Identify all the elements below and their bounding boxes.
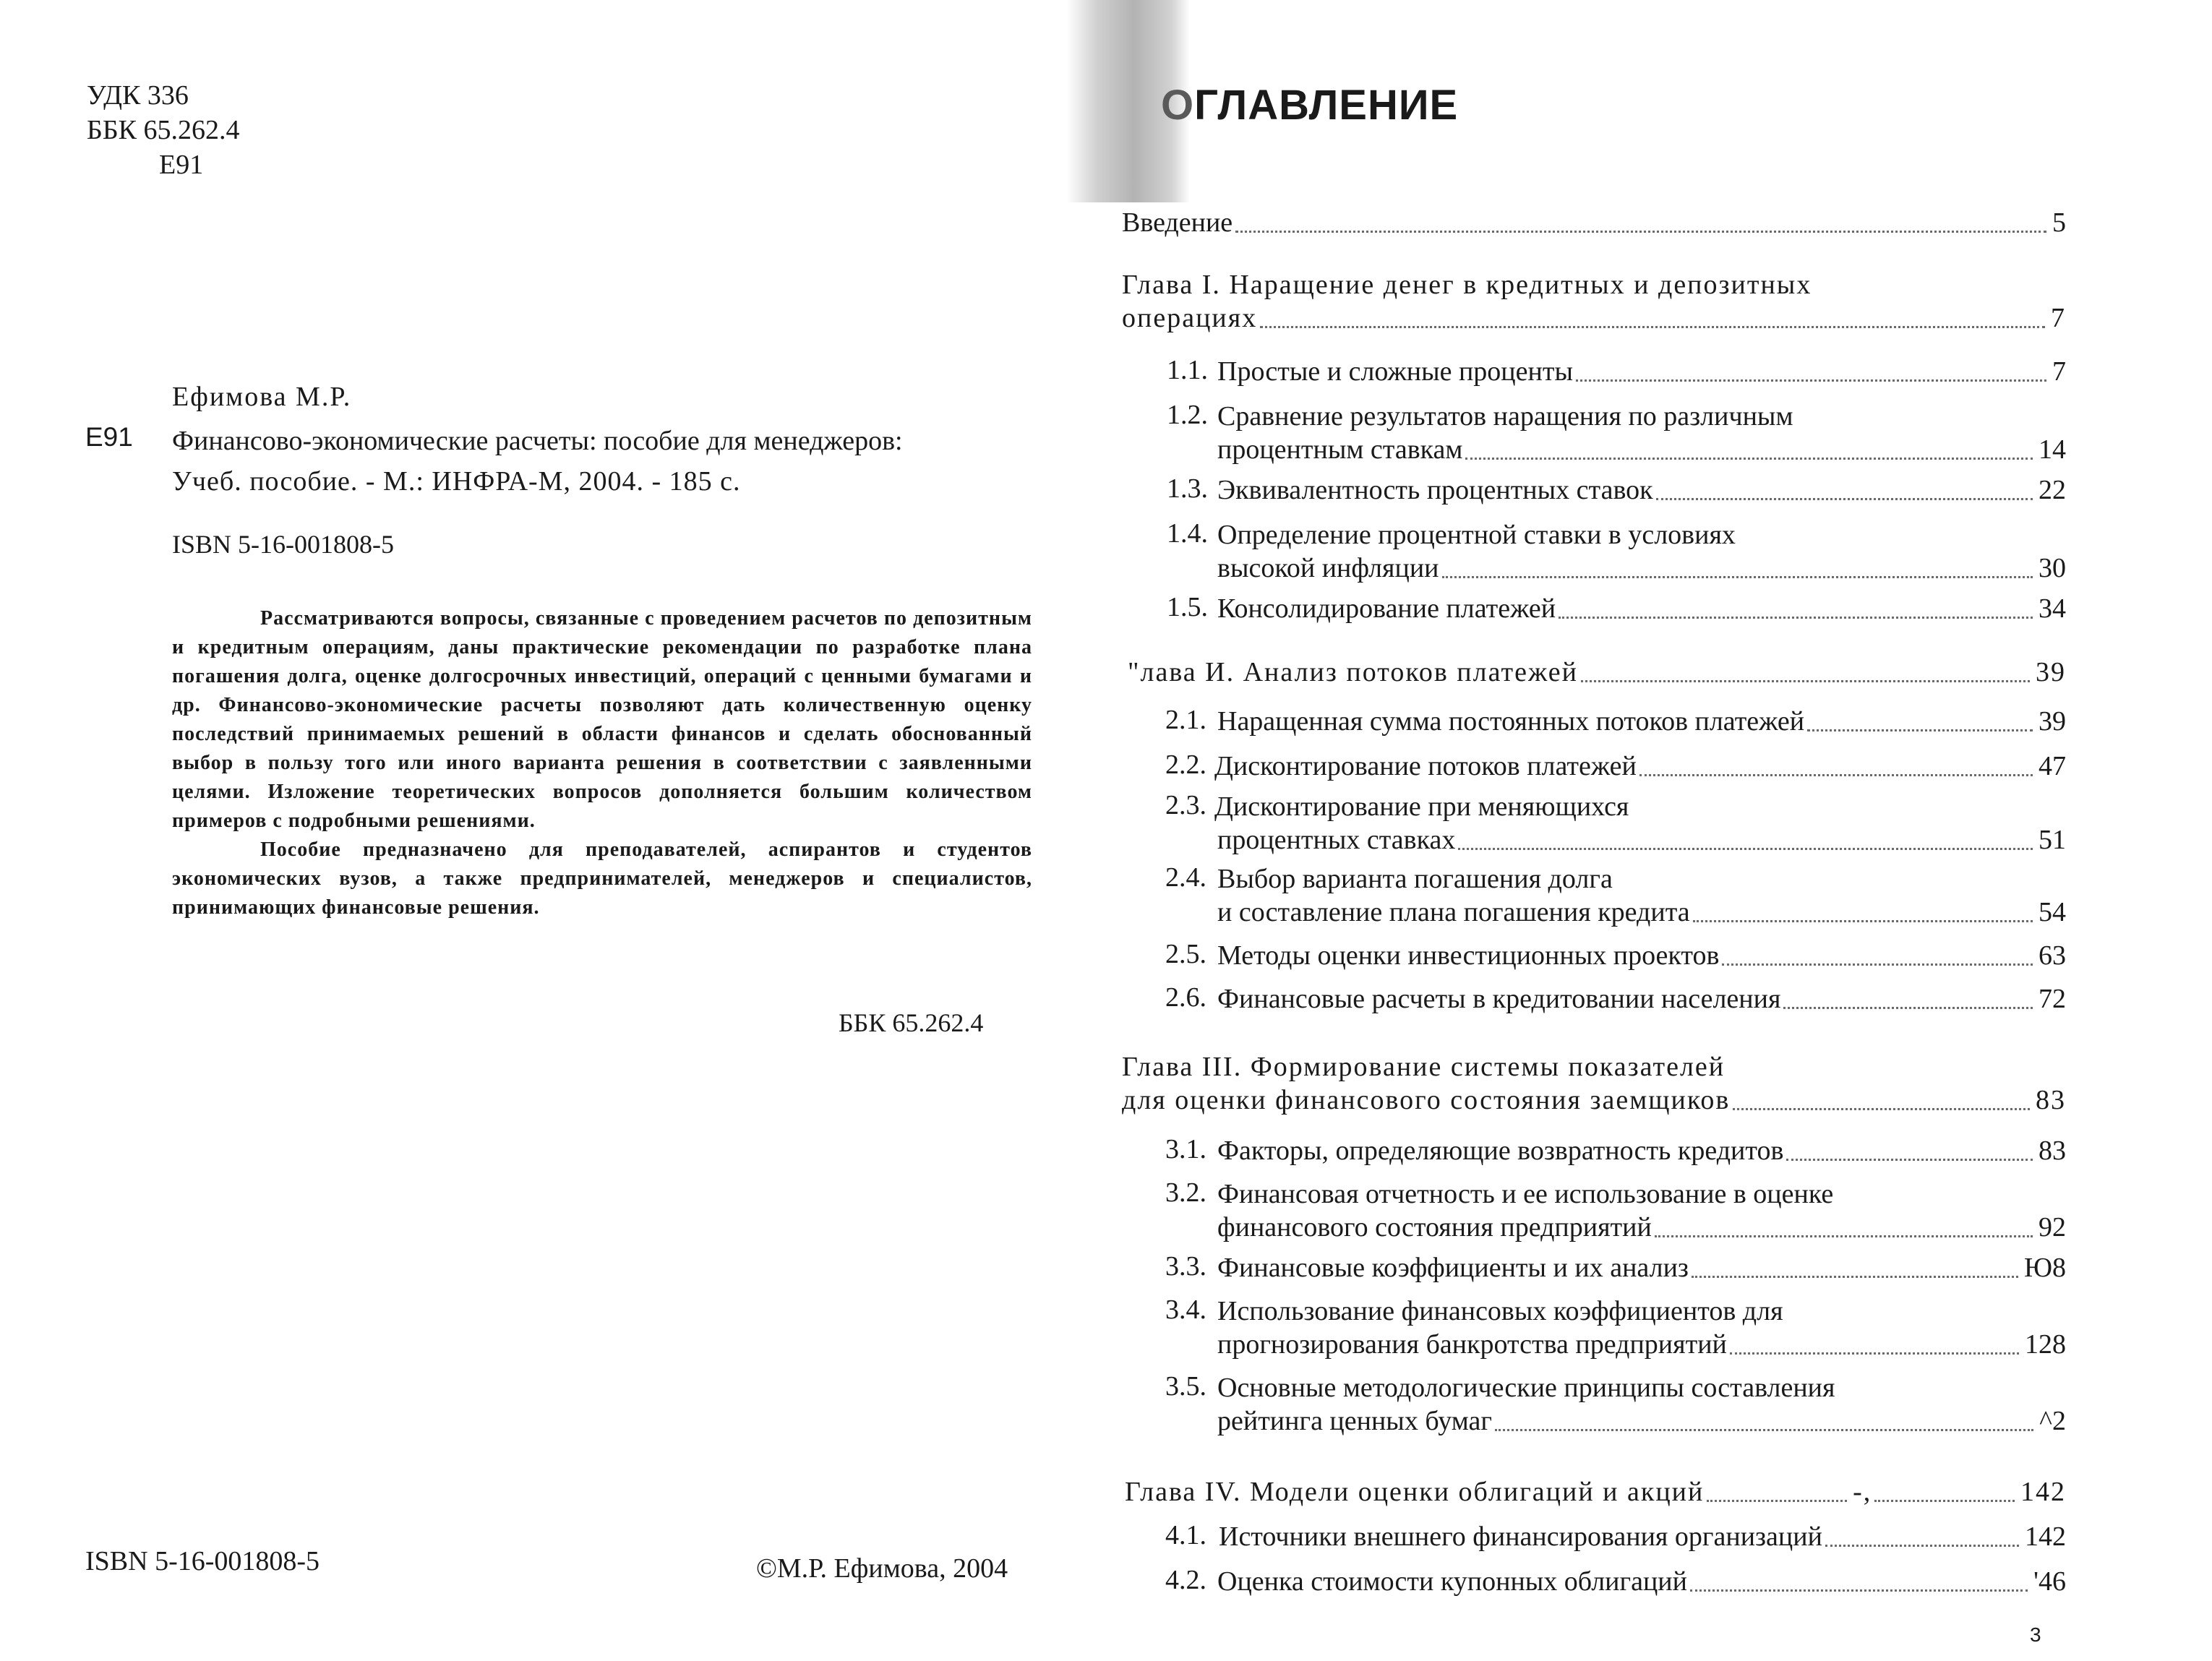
isbn-top: ISBN 5-16-001808-5	[172, 530, 394, 559]
leader-dots	[1730, 1352, 2019, 1355]
toc-entry-text-line2: процентным ставкам	[1217, 434, 1463, 465]
toc-entry-intro	[1122, 205, 2066, 240]
toc-entry-text-line2: процентных ставках	[1217, 825, 1456, 855]
toc-page-number: 83	[2036, 1085, 2066, 1115]
toc-entry-chapter-1	[1122, 267, 2066, 337]
toc-entry-1-2	[1217, 399, 2066, 468]
toc-section-number: 2.5.	[1165, 939, 1206, 969]
toc-page-number: 39	[2039, 706, 2066, 737]
author-code: Е91	[159, 150, 204, 180]
toc-entry-1-3	[1217, 473, 2066, 507]
toc-section-number: 1.3.	[1167, 473, 1208, 504]
toc-entry-text: Использование финансовых коэффициентов для	[1217, 1296, 1783, 1326]
toc-entry-text: Дисконтирование потоков платежей	[1214, 751, 1637, 781]
toc-entry-1-5	[1217, 591, 2066, 626]
toc-entry-text: Эквивалентность процентных ставок	[1217, 475, 1653, 505]
toc-page-number: Ю8	[2023, 1253, 2066, 1283]
toc-entry-text-line2: финансового состояния предприятий	[1217, 1212, 1652, 1242]
leader-dots	[1692, 1276, 2018, 1278]
bbk-code: ББК 65.262.4	[87, 115, 240, 145]
toc-title-rest: ГЛАВЛЕНИЕ	[1194, 82, 1459, 129]
leader-dots	[1783, 1007, 2033, 1009]
toc-entry-text: Основные методологические принципы составления	[1217, 1373, 1835, 1403]
abstract-paragraph-1: Рассматриваются вопросы, связанные с проведением расчетов по депозитным и кредитным операциям, даны практические рекомендации по разработке плана погашения долга, оценке долгосрочных инвестиций, операций с ценными бумагами и др. Финансово-экономические расчеты позволяют дать количественную оценку последствий принимаемых решений в области финансов и сделать обоснованный выбор в пользу того или иного варианта решения в соответствии с заявленными целями. Изложение теоретических вопросов дополняется большим количеством примеров с подробными решениями.	[172, 607, 1032, 832]
toc-entry-1-4	[1217, 518, 2066, 587]
leader-dots	[1260, 326, 2045, 328]
toc-gap-mark: -,	[1853, 1477, 1872, 1507]
toc-section-number: 2.3.	[1165, 790, 1206, 820]
toc-section-number: 3.4.	[1165, 1295, 1206, 1325]
toc-entry-text: Оценка стоимости купонных облигаций	[1217, 1566, 1687, 1597]
toc-entry-chapter-2	[1128, 655, 2066, 690]
toc-entry-4-1	[1219, 1519, 2066, 1554]
toc-entry-text: Выбор варианта погашения долга	[1217, 864, 1613, 894]
toc-entry-text-line2: операциях	[1122, 303, 1258, 333]
author-name: Ефимова М.Р.	[172, 382, 352, 412]
toc-title	[1161, 81, 1458, 129]
toc-section-number: 3.2.	[1165, 1177, 1206, 1208]
toc-entry-text-line2: и составление плана погашения кредита	[1217, 897, 1690, 927]
toc-entry-2-5	[1217, 938, 2066, 973]
toc-section-number: 3.1.	[1165, 1134, 1206, 1164]
toc-entry-3-5	[1217, 1370, 2066, 1440]
toc-section-number: 2.6.	[1165, 982, 1206, 1013]
leader-dots	[1786, 1159, 2033, 1161]
leader-dots	[1690, 1589, 2028, 1592]
toc-page-number: 39	[2036, 657, 2066, 687]
toc-entry-text: Финансовые расчеты в кредитовании населения	[1217, 984, 1781, 1014]
leader-dots	[1707, 1500, 1847, 1502]
toc-page-number: 83	[2039, 1136, 2066, 1166]
leader-dots	[1458, 848, 2033, 850]
toc-entry-3-2	[1217, 1177, 2066, 1246]
toc-section-number: 2.4.	[1165, 862, 1206, 893]
toc-entry-1-1	[1217, 354, 2066, 389]
toc-entry-text: Определение процентной ставки в условиях	[1217, 520, 1736, 550]
leader-dots	[1576, 379, 2046, 382]
toc-page-number: 7	[2052, 356, 2066, 387]
toc-entry-2-4	[1217, 862, 2066, 931]
page-number: 3	[2030, 1623, 2041, 1646]
toc-entry-text: Консолидирование платежей	[1217, 593, 1556, 624]
toc-entry-text: Финансовые коэффициенты и их анализ	[1217, 1253, 1689, 1283]
toc-entry-text: Глава I. Наращение денег в кредитных и депозитных	[1122, 270, 1812, 300]
udk-code: УДК 336	[87, 80, 189, 111]
toc-entry-text: Глава IV. Модели оценки облигаций и акций	[1125, 1477, 1705, 1507]
toc-entry-text: Финансовая отчетность и ее использование в оценке	[1217, 1179, 1834, 1209]
toc-page-number: 14	[2039, 434, 2066, 465]
toc-entry-3-3	[1217, 1250, 2066, 1285]
toc-entry-text-line2: рейтинга ценных бумаг	[1217, 1406, 1492, 1436]
toc-section-number: 2.1.	[1165, 705, 1206, 735]
toc-section-number: 1.5.	[1167, 592, 1208, 622]
toc-page-number: 142	[2020, 1477, 2067, 1507]
bib-title-line: Финансово-экономические расчеты: пособие для менеджеров:	[172, 426, 903, 456]
copyright-notice: ©М.Р. Ефимова, 2004	[756, 1553, 1008, 1584]
toc-title-initial: О	[1161, 82, 1195, 129]
toc-entry-text-line2: для оценки финансового состояния заемщиков	[1122, 1085, 1731, 1115]
leader-dots	[1559, 617, 2033, 619]
toc-entry-chapter-3	[1122, 1050, 2066, 1119]
toc-entry-text: Введение	[1122, 207, 1233, 238]
toc-page-number: 63	[2039, 940, 2066, 971]
bbk-code-right: ББК 65.262.4	[839, 1008, 984, 1037]
toc-entry-2-3	[1214, 789, 2066, 859]
toc-page-number: '46	[2033, 1566, 2066, 1597]
toc-page-number: 92	[2039, 1212, 2066, 1242]
leader-dots	[1442, 576, 2033, 578]
toc-page-number: 5	[2052, 207, 2066, 238]
toc-page-number: 30	[2039, 553, 2066, 583]
leader-dots	[1655, 1235, 2033, 1237]
margin-author-code: E91	[85, 422, 133, 452]
toc-entry-text: Методы оценки инвестиционных проектов	[1217, 940, 1720, 971]
leader-dots	[1656, 498, 2033, 500]
toc-section-number: 2.2.	[1165, 750, 1206, 780]
toc-page-number: ^2	[2039, 1406, 2066, 1436]
leader-dots	[1235, 231, 2046, 233]
leader-dots	[1693, 920, 2033, 922]
toc-entry-text: Дисконтирование при меняющихся	[1214, 791, 1629, 822]
toc-page-number: 7	[2051, 303, 2066, 333]
toc-page-number: 51	[2039, 825, 2066, 855]
toc-section-number: 4.2.	[1165, 1565, 1206, 1595]
toc-entry-text-line2: прогнозирования банкротства предприятий	[1217, 1329, 1727, 1360]
toc-page-number: 47	[2039, 751, 2066, 781]
toc-page-number: 54	[2039, 897, 2066, 927]
bib-publisher-line: Учеб. пособие. - М.: ИНФРА-М, 2004. - 185 с.	[172, 466, 741, 497]
toc-section-number: 4.1.	[1165, 1520, 1206, 1550]
toc-page-number: 72	[2039, 984, 2066, 1014]
toc-section-number: 3.5.	[1165, 1371, 1206, 1402]
leader-dots	[1722, 963, 2033, 966]
abstract	[172, 604, 1032, 922]
leader-dots	[1465, 458, 2033, 460]
toc-entry-3-4	[1217, 1294, 2066, 1363]
leader-dots	[1581, 680, 2030, 682]
toc-entry-text: Факторы, определяющие возвратность кредитов	[1217, 1136, 1784, 1166]
toc-entry-2-2	[1214, 749, 2066, 784]
leader-dots	[1495, 1429, 2033, 1431]
leader-dots	[1733, 1108, 2030, 1110]
toc-section-number: 1.2.	[1167, 400, 1208, 430]
toc-entry-4-2	[1217, 1564, 2066, 1599]
isbn-bottom: ISBN 5-16-001808-5	[85, 1546, 320, 1576]
bibliographic-description	[172, 421, 1032, 502]
toc-section-number: 1.1.	[1167, 355, 1208, 385]
toc-entry-text: "лава И. Анализ потоков платежей	[1128, 657, 1578, 687]
toc-page-number: 34	[2039, 593, 2066, 624]
toc-entry-text: Сравнение результатов наращения по различным	[1217, 401, 1793, 432]
classification-block	[87, 78, 240, 182]
leader-dots	[1874, 1500, 2015, 1502]
toc-entry-text-line2: высокой инфляции	[1217, 553, 1439, 583]
toc-entry-3-1	[1217, 1133, 2066, 1168]
toc-entry-text: Глава III. Формирование системы показателей	[1122, 1052, 1726, 1082]
toc-entry-2-1	[1217, 704, 2066, 739]
toc-section-number: 3.3.	[1165, 1251, 1206, 1282]
toc-section-number: 1.4.	[1167, 518, 1208, 549]
toc-page-number: 142	[2025, 1521, 2066, 1552]
toc-entry-2-6	[1217, 982, 2066, 1016]
abstract-paragraph-2: Пособие предназначено для преподавателей, аспирантов и студентов экономических вузов, а также предпринимателей, менеджеров и специалистов, принимающих финансовые решения.	[172, 838, 1032, 919]
toc-page-number: 22	[2039, 475, 2066, 505]
toc-entry-text: Простые и сложные проценты	[1217, 356, 1573, 387]
leader-dots	[1807, 729, 2033, 731]
toc-page-number: 128	[2025, 1329, 2066, 1360]
toc-entry-chapter-4	[1125, 1475, 2066, 1509]
toc-entry-text: Наращенная сумма постоянных потоков платежей	[1217, 706, 1805, 737]
toc-entry-text: Источники внешнего финансирования организаций	[1219, 1521, 1822, 1552]
leader-dots	[1825, 1545, 2019, 1547]
leader-dots	[1639, 774, 2033, 776]
